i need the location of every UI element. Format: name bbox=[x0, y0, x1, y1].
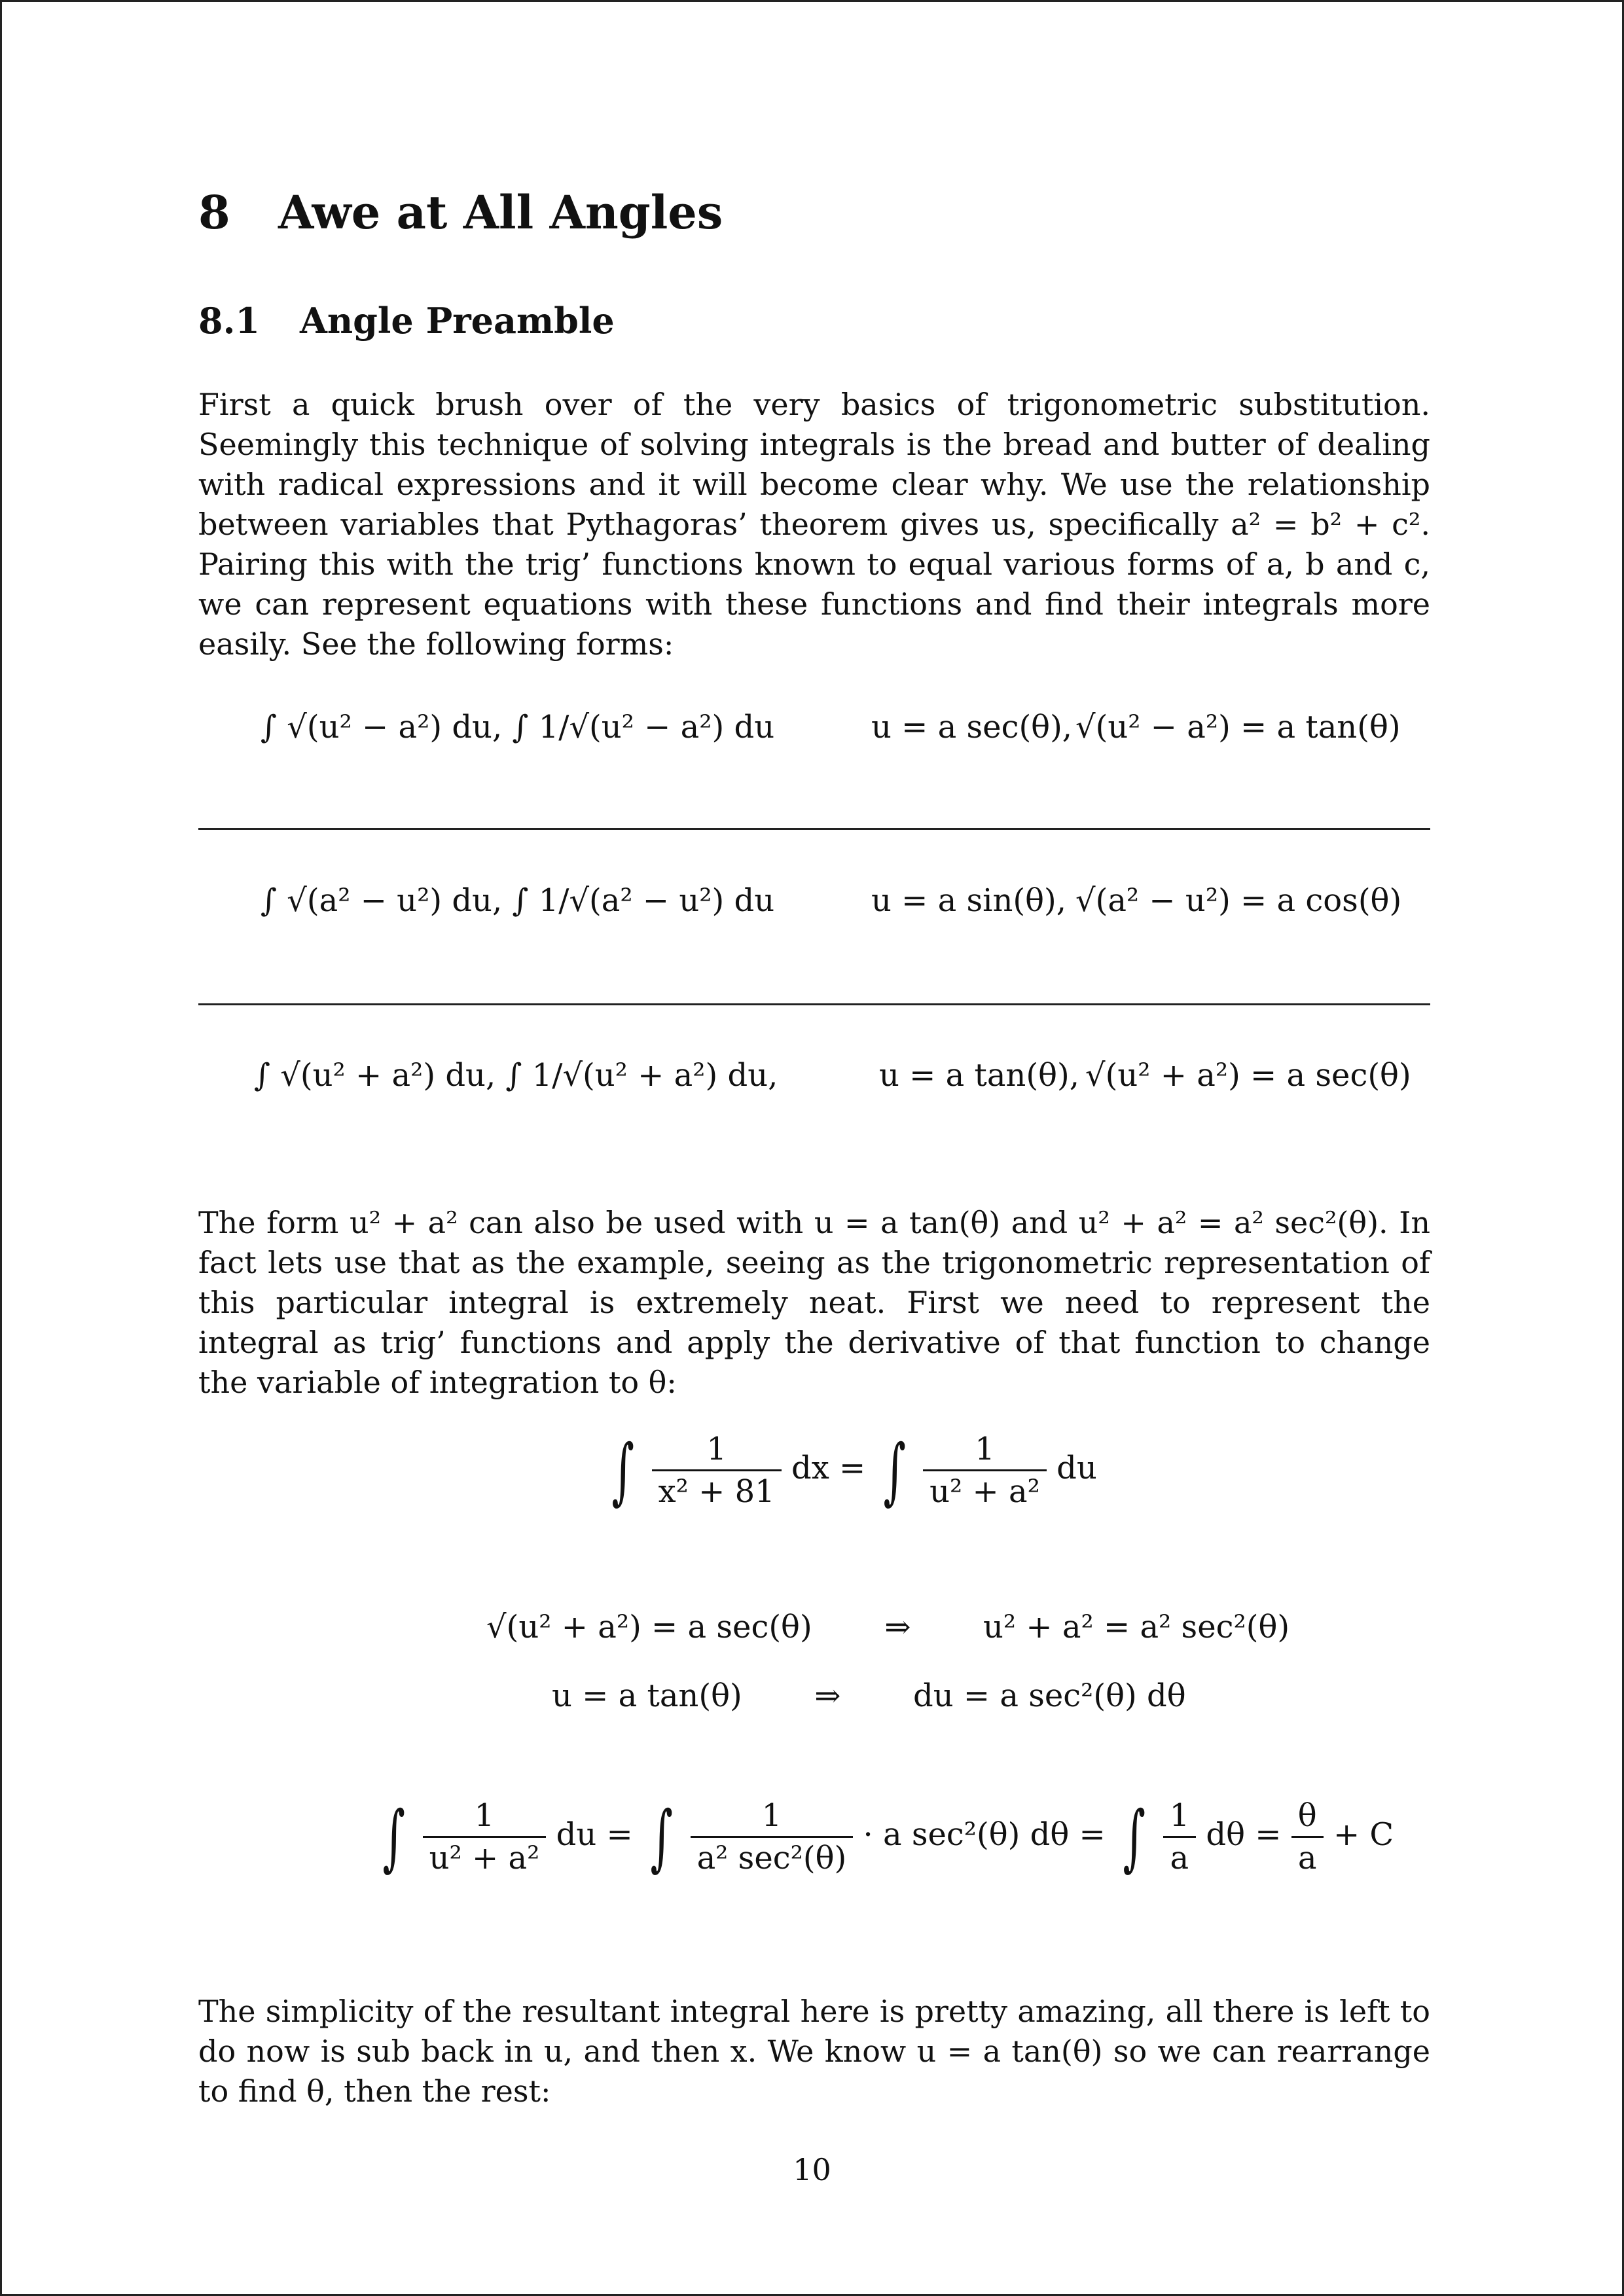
fraction: $\frac{1}{\text{a² sec²(θ)}}$ bbox=[691, 1795, 854, 1878]
equation-integral-solution: ∫ $\frac{1}{\text{u² + a²}}$ du = ∫ $\frac{1}{\text{a² sec²(θ)}}$ · a sec²(θ) dθ = ∫ $\frac{1}{a}$ dθ = $\frac{\theta}{a}$ + C bbox=[382, 1795, 1394, 1879]
form1-identity: √(u² − a²) = a tan(θ) bbox=[1075, 709, 1401, 745]
form2-identity: √(a² − u²) = a cos(θ) bbox=[1075, 882, 1402, 919]
fraction: $\frac{1}{\text{u² + a²}}$ bbox=[923, 1429, 1047, 1512]
section-heading bbox=[198, 185, 723, 240]
form2-substitution: u = a sin(θ), bbox=[871, 882, 1067, 919]
integral-sign: ∫ bbox=[650, 1795, 673, 1879]
form3-integrals: ∫ √(u² + a²) du, ∫ 1/√(u² + a²) du, bbox=[254, 1057, 778, 1094]
equation-substitution-line1: √(u² + a²) = a sec(θ) ⇒ u² + a² = a² sec²(θ) bbox=[486, 1609, 1290, 1645]
paragraph-conclusion: The simplicity of the resultant integral here is pretty amazing, all there is left to do now is sub back in u, and then x. We know u = a tan(θ) so we can rearrange to find θ, then the rest: bbox=[198, 1994, 1430, 2109]
form3-identity: √(u² + a²) = a sec(θ) bbox=[1085, 1057, 1411, 1094]
table-rule bbox=[198, 828, 1430, 830]
integral-sign: ∫ bbox=[882, 1428, 906, 1513]
integral-sign: ∫ bbox=[382, 1795, 405, 1879]
subsection-title: Angle Preamble bbox=[300, 300, 615, 342]
form1-substitution: u = a sec(θ), bbox=[871, 709, 1073, 745]
table-rule bbox=[198, 1003, 1430, 1005]
subsection-number: 8.1 bbox=[198, 300, 260, 342]
section-number: 8 bbox=[198, 185, 230, 240]
integral-sign: ∫ bbox=[611, 1428, 634, 1513]
subsection-heading bbox=[198, 300, 615, 342]
fraction: $\frac{\theta}{a}$ bbox=[1291, 1795, 1324, 1878]
page-number: 10 bbox=[793, 2152, 831, 2187]
form2-integrals: ∫ √(a² − u²) du, ∫ 1/√(a² − u²) du bbox=[261, 882, 775, 919]
fraction: $\frac{1}{\text{u² + a²}}$ bbox=[423, 1795, 547, 1878]
form1-integrals: ∫ √(u² − a²) du, ∫ 1/√(u² − a²) du bbox=[261, 709, 775, 745]
fraction: $\frac{1}{\text{x² + 81}}$ bbox=[652, 1429, 782, 1512]
paragraph-intro: First a quick brush over of the very basics of trigonometric substitution. Seemingly this technique of solving integrals is the bread and butter of dealing with radical expressions and it will become clear why. We use the relationship between variables that Pythagoras’ theorem gives us, specifically a² = b² + c². Pairing this with the trig’ functions known to equal various forms of a, b and c, we can represent equations with these functions and find their integrals more easily. See the following forms: bbox=[198, 387, 1430, 662]
paragraph-example: The form u² + a² can also be used with u = a tan(θ) and u² + a² = a² sec²(θ). In fact lets use that as the example, seeing as the trigonometric representation of this particular integral is extremely neat. First we need to represent the integral as trig’ functions and apply the derivative of that function to change the variable of integration to θ: bbox=[198, 1205, 1430, 1400]
integral-sign: ∫ bbox=[1123, 1795, 1146, 1879]
fraction: $\frac{1}{a}$ bbox=[1163, 1795, 1197, 1878]
section-title: Awe at All Angles bbox=[278, 185, 723, 240]
form3-substitution: u = a tan(θ), bbox=[879, 1057, 1079, 1094]
equation-integral-rewrite: ∫ $\frac{1}{\text{x² + 81}}$ dx = ∫ $\frac{1}{\text{u² + a²}}$ du bbox=[611, 1428, 1097, 1513]
equation-substitution-line2: u = a tan(θ) ⇒ du = a sec²(θ) dθ bbox=[552, 1677, 1186, 1714]
